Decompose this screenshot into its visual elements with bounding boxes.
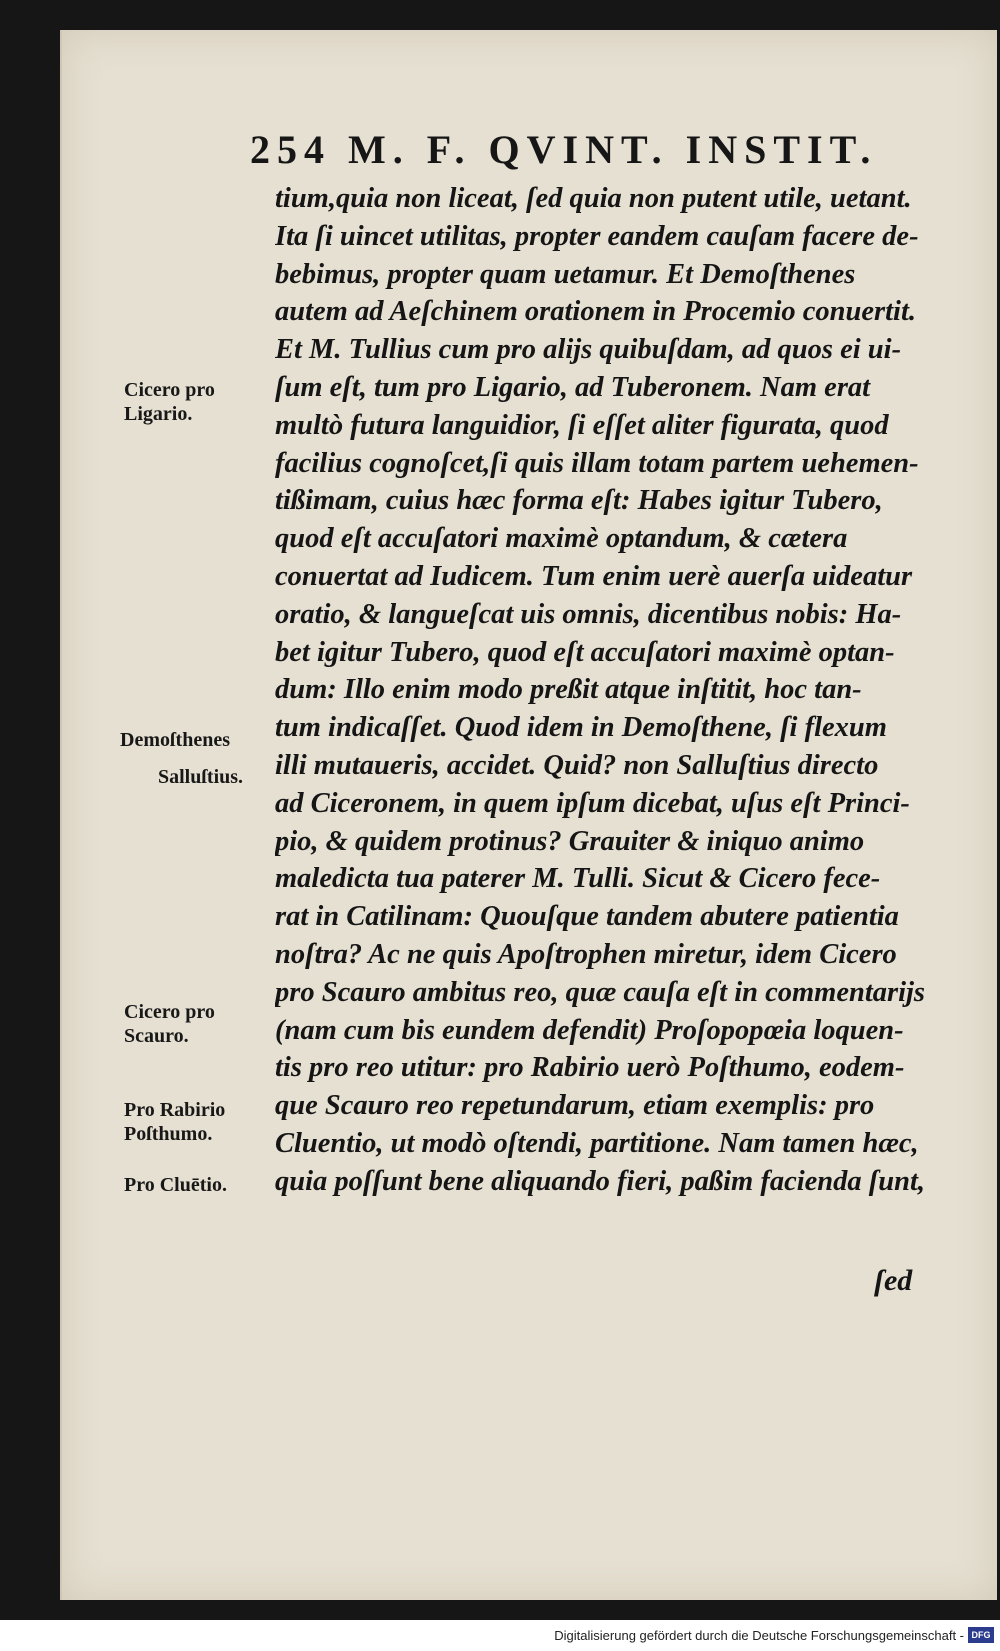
text-line: illi mutaueris, accidet. Quid? non Salluſtius directo (275, 749, 879, 781)
margin-note-line: Pro Rabirio (124, 1099, 226, 1121)
text-line: dum: Illo enim modo preßit atque inſtitit, hoc tan- (275, 674, 862, 706)
text-line: bebimus, propter quam uetamur. Et Demoſthenes (275, 258, 856, 290)
text-line: que Scauro reo repetundarum, etiam exemplis: pro (275, 1090, 875, 1122)
running-header: 254 M. F. QVINT. INSTIT. (250, 127, 878, 172)
margin-note-sallustius: Salluſtius. (158, 766, 244, 788)
text-line: Et M. Tullius cum pro alijs quibuſdam, ad quos ei ui- (275, 334, 902, 366)
text-line: pio, & quidem protinus? Grauiter & iniquo animo (275, 825, 865, 857)
book-page (60, 30, 997, 1600)
text-line: ad Ciceronem, in quem ipſum dicebat, uſus eſt Princi- (275, 787, 910, 819)
margin-note-cicero-scauro (124, 1000, 215, 1048)
text-line: tum indicaſſet. Quod idem in Demoſthene, ſi flexum (275, 712, 887, 744)
text-line: tium,quia non liceat, ſed quia non putent utile, uetant. (275, 183, 912, 214)
text-line: autem ad Aeſchinem orationem in Procemio conuertit. (275, 296, 916, 328)
dfg-logo-icon: DFG (968, 1627, 994, 1643)
footer-bar (0, 1620, 1000, 1651)
margin-note-line: Cicero pro (124, 379, 215, 401)
text-line: tißimam, cuius hæc forma eſt: Habes igitur Tubero, (275, 485, 883, 517)
margin-note-line: Ligario. (124, 403, 193, 425)
margin-note-demosthenes: Demoſthenes (120, 729, 230, 751)
text-line: conuertat ad Iudicem. Tum enim uerè auerſa uideatur (275, 560, 913, 592)
text-line: rat in Catilinam: Quouſque tandem abutere patientia (275, 901, 899, 933)
text-line: facilius cognoſcet,ſi quis illam totam partem uehemen- (275, 447, 919, 479)
margin-note-rabirio (124, 1098, 225, 1146)
text-line: bet igitur Tubero, quod eſt accuſatori maximè optan- (275, 636, 895, 668)
main-text-block (275, 180, 955, 1201)
text-line: quod eſt accuſatori maximè optandum, & cætera (275, 523, 848, 555)
text-line: noſtra? Ac ne quis Apoſtrophen miretur, idem Cicero (275, 938, 897, 970)
text-line: Ita ſi uincet utilitas, propter eandem cauſam facere de- (275, 220, 919, 252)
text-line: quia poſſunt bene aliquando fieri, paßim facienda ſunt, (275, 1165, 926, 1197)
text-line: ſum eſt, tum pro Ligario, ad Tuberonem. Nam erat (275, 371, 871, 403)
text-line: pro Scauro ambitus reo, quæ cauſa eſt in commentarijs (275, 976, 926, 1008)
text-line: (nam cum bis eundem defendit) Proſopopœia loquen- (275, 1014, 904, 1046)
text-line: maledicta tua paterer M. Tulli. Sicut & Cicero fece- (275, 863, 881, 895)
text-line: oratio, & langueſcat uis omnis, dicentibus nobis: Ha- (275, 598, 902, 630)
margin-note-cicero-ligario (124, 378, 215, 426)
margin-note-line: Poſthumo. (124, 1123, 213, 1145)
margin-note-line: Cicero pro (124, 1001, 215, 1023)
text-line: multò futura languidior, ſi eſſet aliter figurata, quod (275, 409, 889, 441)
text-line: Cluentio, ut modò oſtendi, partitione. Nam tamen hæc, (275, 1127, 919, 1159)
margin-note-cluentio: Pro Cluētio. (124, 1174, 227, 1196)
text-line: tis pro reo utitur: pro Rabirio uerò Poſthumo, eodem- (275, 1052, 905, 1084)
footer-credit: Digitalisierung gefördert durch die Deutsche Forschungsgemeinschaft - (554, 1628, 964, 1643)
catchword: ſed (874, 1264, 913, 1297)
margin-note-line: Scauro. (124, 1025, 189, 1047)
